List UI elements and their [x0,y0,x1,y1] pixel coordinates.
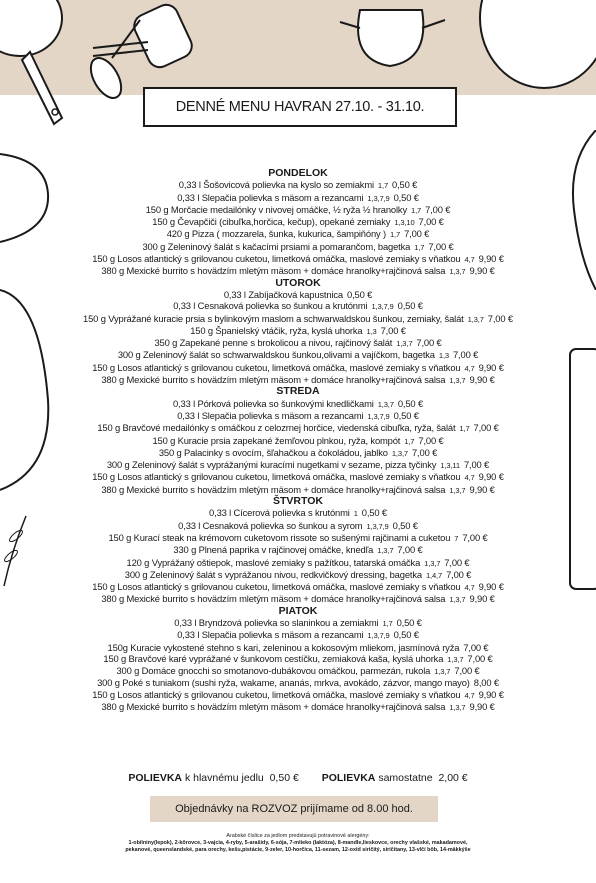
menu-item [60,362,536,374]
menu-item-text: 300 g Zeleninový šalát s vyprážanými kuracími nugetkami v sezame, pizza tyčinky [106,459,437,471]
menu-item-text: 0,33 l Slepačia polievka s mäsom a rezancami [177,629,364,641]
menu-item [60,653,536,665]
menu-item-price: 9,90 € [469,265,495,277]
menu-item-text: 0,33 l Cesnaková polievka so šunkou a krutónmi [173,300,368,312]
menu-item [60,179,536,191]
menu-item-price: 0,50 € [397,300,423,312]
menu-item [60,569,536,581]
delivery-note: Objednávky na ROZVOZ prijímame od 8.00 hod. [150,796,438,822]
menu-item-allergens: 1,7 [404,436,415,446]
menu-item-text: 0,33 l Cícerová polievka s krutónmi [209,507,350,519]
menu-item-price: 7,00 € [444,556,470,568]
menu-item-allergens: 1,3,7 [449,376,466,386]
menu-item-price: 9,90 € [469,593,495,605]
menu-item [60,313,536,325]
soup-prices [0,772,596,784]
menu-item-allergens: 7 [454,533,459,543]
menu-item-allergens: 1,3,7 [391,448,408,458]
menu-item [60,544,536,556]
menu-item-text: 380 g Mexické burrito s hovädzím mletým mäsom + domáce hranolky+rajčinová salsa [101,265,446,277]
menu-item [60,253,536,265]
menu-item-text: 0,33 l Zabíjačková kapustnica [223,288,343,300]
menu-item-allergens: 1,3,7 [449,703,466,713]
menu-item [60,459,536,471]
right-grater-illustration [566,345,596,595]
menu-item-allergens: 1,3,7 [447,654,464,664]
right-utensil-illustration [560,130,596,290]
menu-item-allergens: 1,7 [389,230,401,240]
menu-item-allergens: 1,4,7 [425,570,443,580]
menu-item-allergens: 1,3,7 [424,558,441,568]
menu-item [60,228,536,240]
menu-item-price: 9,90 € [478,253,504,265]
menu-item-text: 0,33 l Slepačia polievka s mäsom a rezancami [177,409,364,421]
menu-item [60,216,536,228]
menu-item-price: 0,50 € [397,397,424,409]
herb-sprig-illustration [0,510,30,590]
day-heading: PONDELOK [268,167,328,179]
menu-item-price: 7,00 € [473,422,499,434]
menu-item-allergens: 1,3,7,9 [366,521,389,531]
menu-item-text: 150g Kuracie vykostené stehno s kari, zeleninou a kokosovým mliekom, jasmínová ryža [107,641,460,653]
menu-item-text: 300 g Zeleninový šalát s vyprážanou nivou, redkvičkový dressing, bagetka [124,568,422,580]
menu-item-allergens: 1,7 [411,205,422,215]
menu-item [60,532,536,544]
menu-item-price: 9,90 € [469,701,495,713]
menu-item [60,241,536,253]
menu-item-text: 150 g Vyprážané kuracie prsia s bylinkovým maslom a schwarwaldskou šunkou, zemiaky, šalát [83,312,464,324]
cutting-board-illustration [0,150,52,250]
menu-item-text: 300 g Domáce gnocchi so smotanovo-dubákovou omáčkou, parmezán, rukola [116,665,431,677]
menu-item-text: 150 g Losos atlantický s grilovanou cuketou, limetková omáčka, maslové zemiaky s vňatkou [92,253,461,265]
menu-item [60,289,536,300]
menu-item-text: 150 g Losos atlantický s grilovanou cuketou, limetková omáčka, maslové zemiaky s vňatkou [92,581,461,593]
menu-item-price: 9,90 € [478,688,504,700]
menu-item-text: 0,33 l Slepačia polievka s mäsom a rezancami [177,191,364,203]
allergen-legend [80,833,516,854]
pan-illustration [0,0,80,130]
menu-item-price: 9,90 € [478,361,504,373]
menu-item-text: 150 g Losos atlantický s grilovanou cuketou, limetková omáčka, maslové zemiaky s vňatkou [92,688,461,700]
menu-item-text: 300 g Zeleninový šalát s kačacími prsiami a pomarančom, bagetka [142,240,411,252]
menu-item-text: 150 g Kurací steak na krémovom cuketovom rissote so sušenými rajčinami a cuketou [108,531,451,543]
menu-item-price: 0,50 € [392,519,418,531]
menu-item-allergens: 1,3,7,9 [367,411,390,421]
menu-item-text: 300 g Zeleninový šalát so schwarwaldskou šunkou,olivami a vajíčkom, bagetka [117,349,435,361]
menu-item-text: 150 g Morčacie medailónky v nivovej omáčke, ½ ryža ½ hranolky [145,203,407,215]
menu-item-price: 7,00 € [463,641,489,653]
menu-item-price: 8,00 € [473,677,499,689]
menu-item [60,701,536,713]
menu-item-price: 9,90 € [478,581,504,593]
menu-item-price: 0,50 € [361,507,387,519]
menu-item-text: 150 g Čevapčiči (cibuľka,horčica, kečup), opekané zemiaky [152,216,391,228]
soup-separate: POLIEVKA samostatne 2,00 € [321,772,468,784]
menu-item [60,398,536,410]
menu-item-price: 7,00 € [418,216,444,228]
menu-item-price: 7,00 € [380,324,406,336]
menu-item-allergens: 4,7 [464,583,475,593]
menu-item-allergens: 1,3,7 [449,595,466,605]
menu-item-text: 380 g Mexické burrito s hovädzím mletým mäsom + domáce hranolky+rajčinová salsa [101,593,446,605]
menu-item [60,471,536,483]
menu-item [60,300,536,312]
menu-item-price: 0,50 € [393,191,419,203]
pot-illustration [330,0,450,80]
menu-item [60,665,536,677]
menu-item [60,520,536,532]
menu-item-price: 0,50 € [393,629,419,641]
menu-item-text: 0,33 l Šošovicová polievka na kyslo so zemiakmi [178,179,374,191]
menu-item-price: 9,90 € [469,374,495,386]
menu-item-price: 7,00 € [425,203,451,215]
menu-item-price: 7,00 € [411,446,438,458]
menu-item-text: 380 g Mexické burrito s hovädzím mletým mäsom + domáce hranolky+rajčinová salsa [101,701,446,713]
menu-item [60,337,536,349]
menu-item-price: 7,00 € [418,434,444,446]
menu-item-allergens: 1,7 [382,618,393,628]
menu-item-text: 0,33 l Bryndzová polievka so slaninkou a zemiakmi [174,616,379,628]
menu-item-text: 350 g Zapekané penne s brokolicou a nivou, rajčinový šalát [154,337,393,349]
menu-item [60,642,536,653]
menu-item [60,192,536,204]
menu-item-price: 0,50 € [393,409,419,421]
menu-item-allergens: 1,3,7,9 [367,631,390,641]
menu-item-text: 150 g Bravčové karé vyprážané v šunkovom cestíčku, zemiaková kaša, kyslá uhorka [103,652,444,664]
daily-menu [60,168,536,713]
menu-item-text: 150 g Španielský vtáčik, ryža, kyslá uhorka [190,324,363,336]
menu-item-text: 150 g Losos atlantický s grilovanou cuketou, limetková omáčka, maslové zemiaky s vňatkou [92,361,461,373]
menu-item-allergens: 1,3,7 [434,667,451,677]
menu-item-allergens: 1,3,7 [377,399,394,409]
menu-item-price: 7,00 € [416,337,442,349]
day-heading: STREDA [276,385,320,398]
menu-item-text: 300 g Poké s tuniakom (sushi ryža, wakame, ananás, mrkva, avokádo, zázvor, mango mayo) [97,677,470,689]
menu-item-price: 7,00 € [452,349,479,361]
plate-illustration [474,0,596,95]
menu-item-allergens: 4,7 [464,363,475,373]
menu-item-allergens: 1,3,7 [396,339,413,349]
allergen-line-1: 1-obilniny(lepok), 2-kôrovce, 3-vajcia, 4-ryby, 5-arašidy, 6-sója, 7-mlieko (laktóza), 8-mandle,lieskovce, orechy vlašské, makadamové, [128,840,468,846]
menu-item [60,557,536,569]
menu-item-price: 0,50 € [396,616,422,628]
menu-item-text: 0,33 l Pórková polievka so šunkovými knedličkami [172,397,374,409]
menu-item-price: 7,00 € [428,240,454,252]
menu-item-price: 9,90 € [469,483,495,495]
menu-item [60,689,536,701]
menu-item-text: 150 g Bravčové medailónky s omáčkou z celozrnej horčice, viedenská cibuľka, ryža, šalát [97,422,456,434]
day-heading: ŠTVRTOK [273,495,323,508]
menu-item-allergens: 1,3,10 [394,218,415,228]
menu-item-allergens: 1,3,7 [449,267,466,277]
menu-item-allergens: 1,3,7 [449,485,466,495]
allergen-title: Arabské číslice za jedlom predstavujú potravinové alergény: [226,833,370,839]
menu-item [60,204,536,216]
menu-item [60,593,536,605]
menu-item-price: 7,00 € [454,665,480,677]
menu-item [60,349,536,361]
rolling-pin-illustration [0,280,54,500]
menu-item [60,435,536,447]
menu-item-text: 350 g Palacinky s ovocím, šľahačkou a čokoládou, jablko [158,446,388,458]
menu-item-allergens: 1,7 [377,181,389,191]
menu-item-allergens: 1,3 [438,351,449,361]
menu-item [60,325,536,337]
menu-item-allergens: 4,7 [464,690,475,700]
menu-item-allergens: 1 [353,509,358,519]
menu-item-text: 0,33 l Cesnaková polievka so šunkou a syrom [178,519,363,531]
menu-item-text: 150 g Losos atlantický s grilovanou cuketou, limetková omáčka, maslové zemiaky s vňatkou [92,471,461,483]
menu-item [60,422,536,434]
menu-item [60,617,536,629]
menu-item-text: 330 g Plnená paprika v rajčinovej omáčke, knedľa [173,544,374,556]
menu-item-allergens: 4,7 [464,473,475,483]
menu-item-allergens: 1,3 [366,326,377,336]
day-heading: UTOROK [275,276,321,289]
menu-item-allergens: 1,3,7 [377,546,394,556]
menu-item [60,265,536,277]
menu-item [60,507,536,519]
menu-item-allergens: 1,7 [414,242,425,252]
menu-title: DENNÉ MENU HAVRAN 27.10. - 31.10. [143,87,457,127]
menu-item-text: 380 g Mexické burrito s hovädzím mletým mäsom + domáce hranolky+rajčinová salsa [101,374,446,386]
allergen-line-2: pekanové, queenslandské, para orechy, kešu,pistácie, 9-zeler, 10-horčica, 11-sezam, 12-oxid siričitý, siričitany, 13-vlčí bôb, 14-mäkkýše [125,847,471,853]
menu-item [60,410,536,422]
soup-with-main: POLIEVKA k hlavnému jedlu 0,50 € [128,772,299,784]
menu-item-price: 7,00 € [404,228,430,240]
day-heading: PIATOK [278,604,318,617]
menu-item-text: 420 g Pizza ( mozzarela, šunka, kukurica, šampiňóny ) [166,228,386,240]
menu-item-allergens: 4,7 [464,255,475,265]
menu-item-allergens: 1,3,7 [467,314,484,324]
menu-item-price: 7,00 € [446,568,472,580]
menu-item-price: 9,90 € [478,471,504,483]
menu-item-allergens: 1,3,11 [440,461,460,471]
menu-item-text: 120 g Vyprážaný oštiepok, maslové zemiaky s pažítkou, tatarská omáčka [126,556,421,568]
menu-item-price: 7,00 € [462,531,488,543]
menu-item-price: 7,00 € [463,459,490,471]
menu-item-text: 380 g Mexické burrito s hovädzím mletým mäsom + domáce hranolky+rajčinová salsa [101,483,446,495]
menu-item [60,677,536,688]
menu-item [60,581,536,593]
menu-item-price: 7,00 € [487,312,513,324]
menu-item-price: 0,50 € [392,179,418,191]
menu-item-price: 7,00 € [397,544,423,556]
menu-item [60,447,536,459]
menu-item-text: 150 g Kuracie prsia zapekané žemľovou plnkou, ryža, kompót [152,434,401,446]
menu-item-price: 0,50 € [347,288,373,300]
menu-item-price: 7,00 € [467,652,493,664]
menu-item-allergens: 1,3,7,9 [367,193,390,203]
menu-item-allergens: 1,7 [459,424,470,434]
menu-item-allergens: 1,3,7,9 [371,302,394,312]
menu-item [60,629,536,641]
